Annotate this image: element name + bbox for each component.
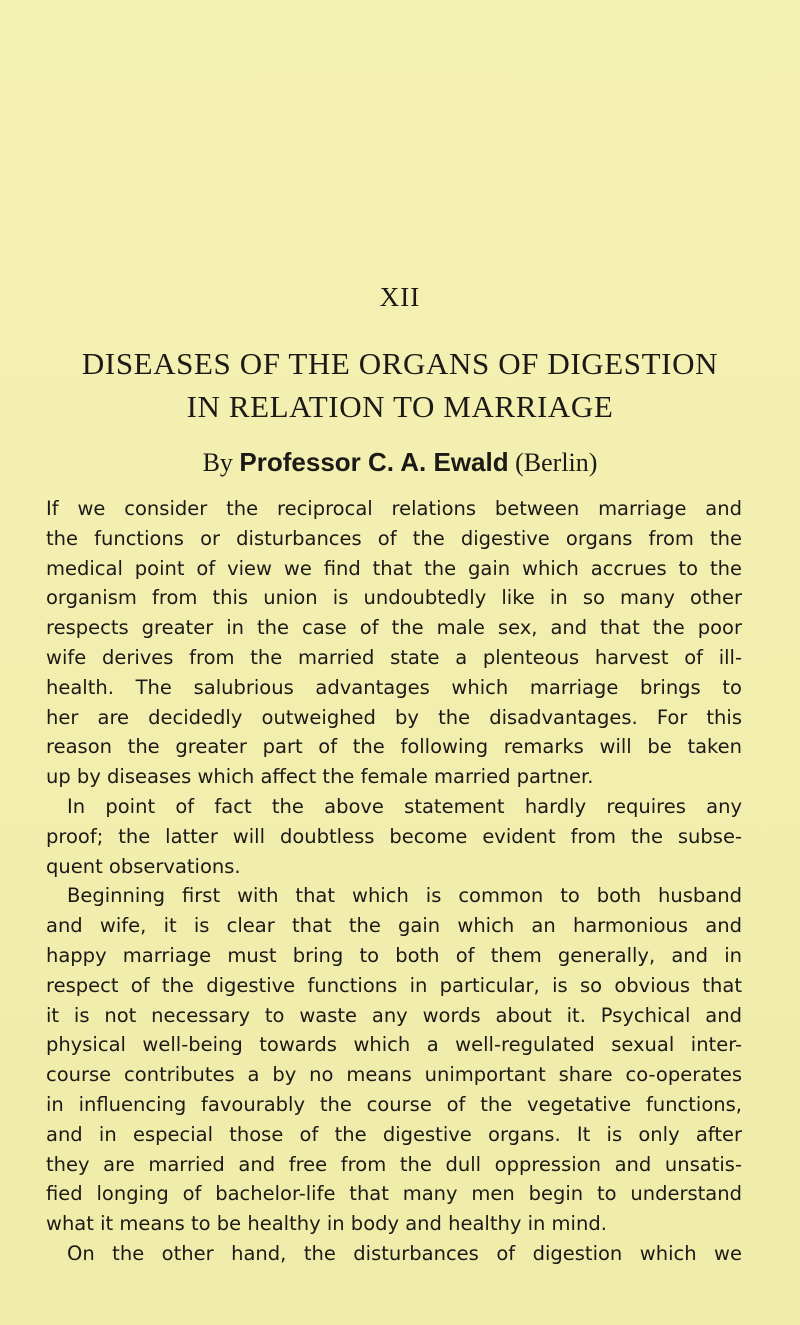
text-line: her are decidedly outweighed by the disadvantages. For this (46, 705, 742, 729)
author-affiliation: (Berlin) (515, 448, 598, 477)
text-line: course contributes a by no means unimportant share co-operates (46, 1063, 742, 1087)
text-line: in influencing favourably the course of the vegetative functions, (46, 1092, 742, 1116)
text-line: and in especial those of the digestive organs. It is only after (46, 1122, 742, 1146)
text-line: up by diseases which affect the female married partner. (46, 765, 594, 789)
body-text (46, 494, 742, 1269)
text-line: Beginning first with that which is common to both husband (67, 884, 742, 908)
text-line: health. The salubrious advantages which marriage brings to (46, 675, 742, 699)
text-line: On the other hand, the disturbances of digestion which we (67, 1241, 742, 1265)
text-line: respect of the digestive functions in particular, is so obvious that (46, 973, 742, 997)
text-line: they are married and free from the dull oppression and unsatis- (46, 1152, 742, 1176)
paragraph (46, 1239, 742, 1269)
text-line: the functions or disturbances of the digestive organs from the (46, 526, 742, 550)
text-line: In point of fact the above statement hardly requires any (67, 794, 742, 818)
chapter-title-line-1: DISEASES OF THE ORGANS OF DIGESTION (81, 346, 719, 381)
text-line: respects greater in the case of the male sex, and that the poor (46, 616, 742, 640)
text-line: medical point of view we find that the gain which accrues to the (46, 556, 742, 580)
paragraph (46, 494, 742, 792)
text-line: what it means to be healthy in body and healthy in mind. (46, 1212, 607, 1236)
text-line: organism from this union is undoubtedly like in so many other (46, 586, 742, 610)
paragraph (46, 881, 742, 1239)
text-line: happy marriage must bring to both of them generally, and in (46, 943, 742, 967)
chapter-title-line-2: IN RELATION TO MARRIAGE (186, 389, 614, 424)
text-line: reason the greater part of the following remarks will be taken (46, 735, 742, 759)
chapter-title (0, 342, 800, 428)
text-line: wife derives from the married state a plenteous harvest of ill- (46, 645, 742, 669)
text-line: physical well-being towards which a well-regulated sexual inter- (46, 1033, 742, 1057)
text-line: proof; the latter will doubtless become evident from the subse- (46, 824, 742, 848)
text-line: If we consider the reciprocal relations between marriage and (46, 497, 742, 520)
text-line: it is not necessary to waste any words about it. Psychical and (46, 1003, 742, 1027)
paragraph (46, 792, 742, 881)
text-line: and wife, it is clear that the gain which an harmonious and (46, 914, 742, 938)
text-line: quent observations. (46, 854, 241, 878)
text-line: fied longing of bachelor-life that many men begin to understand (46, 1182, 742, 1206)
chapter-number: XII (379, 282, 421, 312)
author-name: Professor C. A. Ewald (239, 447, 509, 477)
byline-prefix: By (202, 448, 233, 477)
byline (0, 446, 800, 479)
